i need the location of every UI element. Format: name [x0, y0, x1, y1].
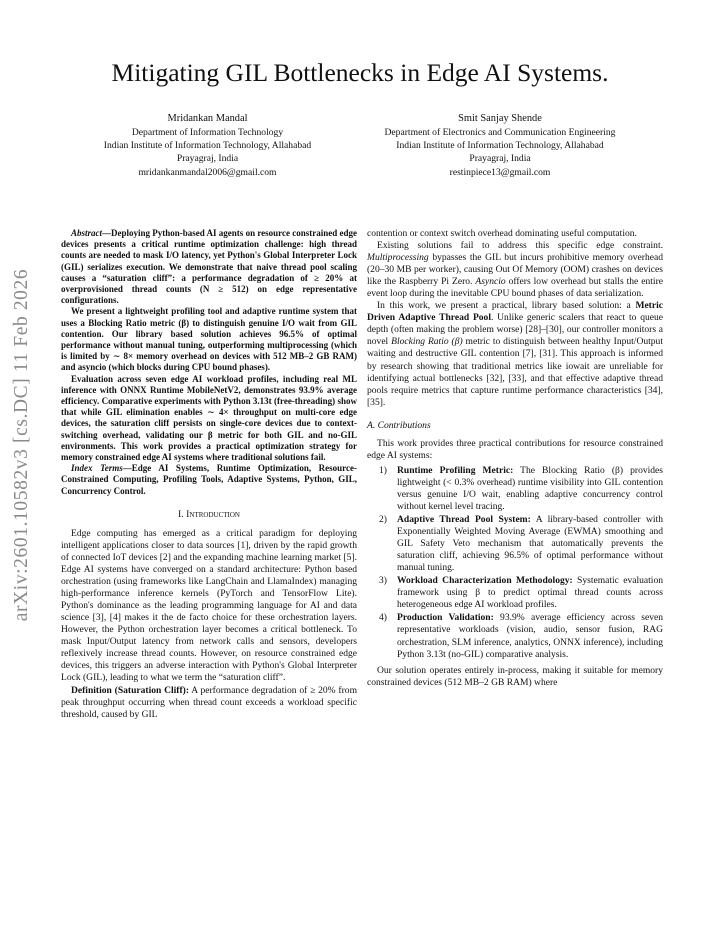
section-heading-introduction: I. Introduction — [178, 508, 240, 520]
definition-text: A performance degradation of ≥ 20% from peak throughput occurring when thread count exceeds a workload specific threshold, caused by GIL — [61, 684, 357, 720]
right-column — [367, 228, 663, 689]
index-terms-text: —Edge AI Systems, Runtime Optimization, Resource-Constrained Computing, Profiling Tools, Adaptive Systems, Python, GIL, Concurrency Control. — [61, 463, 357, 496]
text-run-italic: Multiprocessing — [367, 252, 429, 264]
body-paragraph: Edge computing has emerged as a critical paradigm for deploying intelligent applications closer to data sources [1], driven by the rapid growth of connected IoT devices [2] and the expanding machine learning market [5]. Edge AI systems have converged on a standard architecture: Python based orchestration (using frameworks like LangChain and LlamaIndex) managing high-performance inference kernels (PyTorch and TensorFlow Lite). Python's dominance as the leading programming language for AI and data science [3], [4] makes it the de facto choice for these orchestration layers. However, the Python orchestration layer becomes a critical bottleneck. To mask Input/Output latency from network calls and sensors, developers reflexively increase thread counts. However, on resource constrained edge devices, this triggers an adverse interaction with Python's Global Interpreter Lock (GIL), leading to what we term the “saturation cliff”. — [61, 527, 357, 684]
left-column — [61, 228, 357, 721]
list-item-text: Systematic evaluation framework using β to predict optimal thread counts across heterogeneous edge AI workload profiles. — [397, 575, 664, 611]
arxiv-id[interactable]: arXiv:2601.10582v3 [cs.DC] 11 Feb 2026 — [11, 268, 32, 622]
body-paragraph: contention or context switch overhead dominating useful computation. — [367, 228, 637, 239]
list-item-text: 93.9% average efficiency across seven representative workloads (vision, audio, sensor fusion, RAG orchestration, SLM inference, analytics, ONNX inference), including Python 3.13t (no-GIL) comparative analysis. — [397, 612, 663, 660]
author-block-1 — [60, 111, 355, 179]
body-paragraph: Our solution operates entirely in-process, making it suitable for memory constrained devices (512 MB–2 GB RAM) where — [367, 664, 663, 688]
arxiv-watermark — [2, 210, 42, 680]
list-item — [367, 514, 663, 574]
paper-title: Mitigating GIL Bottlenecks in Edge AI Systems. — [111, 58, 609, 87]
text-run: offers low overhead but stalls the entire event loop during the inevitable CPU bound phases of data serialization. — [367, 276, 663, 300]
contributions-list — [367, 465, 663, 661]
subsection-heading-contributions: A. Contributions — [367, 419, 431, 431]
list-item-title: Runtime Profiling Metric: — [397, 464, 514, 476]
list-item — [367, 612, 663, 660]
list-number: 4) — [379, 612, 387, 624]
body-paragraph — [367, 240, 663, 300]
body-paragraph — [367, 300, 663, 408]
list-item-title: Production Validation: — [397, 612, 494, 624]
author-location: Prayagraj, India — [176, 153, 239, 165]
abstract-label: Abstract — [71, 228, 103, 238]
index-terms-label: Index Terms — [71, 463, 123, 474]
abstract-paragraph: We present a lightweight profiling tool and adaptive runtime system that uses a Blocking Ratio metric (β) to distinguish genuine I/O wait from GIL contention. Our library based solution achieves 96.5% of optimal performance without manual tuning, outperforming multiprocessing (which is limited by ∼ 8× memory overhead on devices with 512 MB–2 GB RAM) and asyncio (which blocks during CPU bound phases). — [61, 306, 357, 373]
text-run: Existing solutions fail to address this specific edge constraint. — [377, 240, 663, 252]
list-item-title: Adaptive Thread Pool System: — [397, 514, 531, 526]
definition-label: Definition (Saturation Cliff): — [71, 684, 190, 696]
list-number: 2) — [379, 514, 387, 526]
definition-paragraph — [61, 685, 357, 721]
author-email[interactable]: mridankanmandal2006@gmail.com — [138, 166, 277, 178]
author-block-2 — [350, 111, 650, 179]
list-number: 3) — [379, 575, 387, 587]
text-run: . Unlike generic scalers that react to queue depth (often making the problem worse) [28]–[30], our controller monitors a novel — [367, 312, 663, 348]
author-name: Mridankan Mandal — [167, 113, 248, 124]
abstract-paragraph — [61, 228, 357, 306]
body-paragraph: This work provides three practical contributions for resource constrained edge AI systems: — [367, 437, 663, 461]
author-institute: Indian Institute of Information Technology, Allahabad — [396, 140, 604, 152]
list-item-title: Workload Characterization Methodology: — [397, 575, 573, 587]
author-department: Department of Electronics and Communication Engineering — [384, 127, 616, 138]
list-item-text: A library-based controller with Exponentially Weighted Moving Average (EWMA) smoothing and GIL Safety Veto mechanism that automatically prevents the saturation cliff, achieving 96.5% of optimal performance without manual tuning. — [397, 514, 663, 574]
index-terms — [61, 463, 357, 497]
list-number: 1) — [379, 464, 387, 476]
list-item — [367, 575, 663, 611]
abstract-text: —Deploying Python-based AI agents on resource constrained edge devices presents a critical runtime optimization challenge: high thread counts are needed to mask I/O latency, yet Python's Global Interpreter Lock (GIL) serializes execution. We demonstrate that naive thread pool scaling causes a “saturation cliff”: a performance degradation of ≥ 20% at overprovisioned thread counts (N ≥ 512) on edge representative configurations. — [61, 228, 357, 306]
text-run: In this work, we present a practical, library based solution: a — [377, 300, 636, 312]
author-institute: Indian Institute of Information Technology, Allahabad — [103, 140, 312, 152]
text-run-bold: Metric Driven Adaptive Thread Pool — [367, 300, 663, 324]
author-department: Department of Information Technology — [131, 127, 284, 138]
abstract-paragraph: Evaluation across seven edge AI workload profiles, including real ML inference with ONNX Runtime MobileNetV2, demonstrates 93.9% average efficiency. Comparative experiments with Python 3.13t (free-threading) show that while GIL elimination enables ∼ 4× throughput on multi-core edge devices, the saturation cliff persists on single-core devices due to context-switching overhead, validating our β metric for both GIL and no-GIL environments. This work provides a practical optimization strategy for memory constrained edge AI systems where traditional solutions fail. — [61, 373, 357, 463]
author-name: Smit Sanjay Shende — [458, 113, 542, 124]
author-email[interactable]: restinpiece13@gmail.com — [449, 166, 551, 178]
list-item — [367, 465, 663, 513]
text-run-italic: Asyncio — [475, 276, 506, 288]
text-run-italic: Blocking Ratio (β) — [391, 336, 463, 348]
author-location: Prayagraj, India — [469, 153, 531, 165]
text-run: bypasses the GIL but incurs prohibitive memory overhead (20–30 MB per worker), causing Out Of Memory (OOM) crashes on devices like the Raspberry Pi Zero. — [367, 252, 663, 288]
list-item-text: The Blocking Ratio (β) provides lightweight (< 0.3% overhead) runtime visibility into GIL contention versus genuine I/O wait, enabling adaptive concurrency control without kernel level tracing. — [397, 464, 664, 512]
text-run: metric to distinguish between healthy Input/Output waiting and destructive GIL contention [7], [31]. This approach is informed by research showing that traditional metrics like iowait are unreliable for identifying actual bottlenecks [32], [33], and that effective adaptive thread pools require metrics that capture runtime performance characteristics [34], [35]. — [367, 336, 663, 408]
